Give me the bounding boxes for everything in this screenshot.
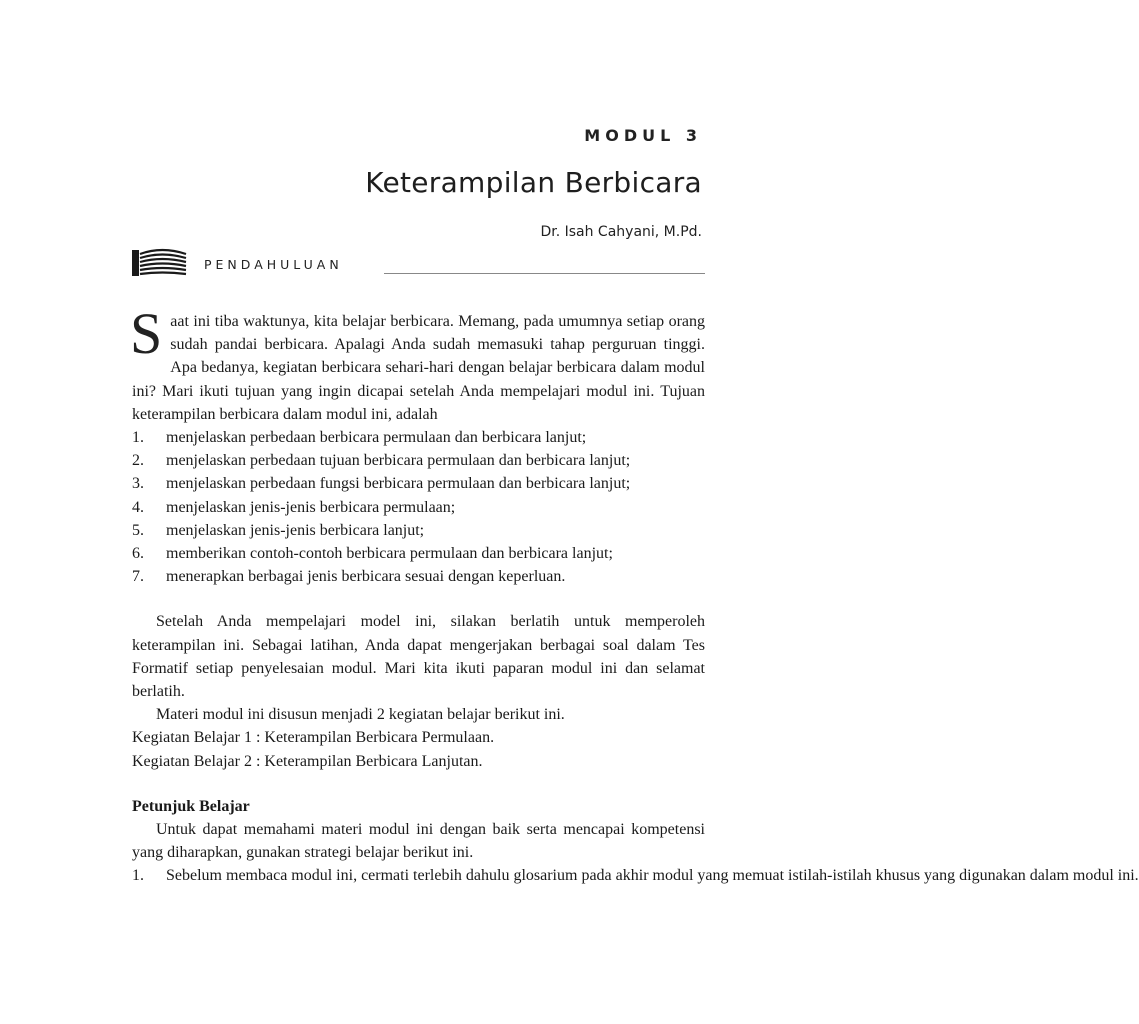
module-title: Keterampilan Berbicara — [365, 166, 702, 199]
intro-text: aat ini tiba waktunya, kita belajar berbicara. Memang, pada umumnya setiap orang sudah pandai berbicara. Apalagi Anda sudah memasuki tahap perguruan tinggi. Apa bedanya, kegiatan berbicara sehari-hari dengan belajar berbicara dalam modul ini? Mari ikuti tujuan yang ingin dicapai setelah Anda mempelajari modul ini. Tujuan keterampilan berbicara dalam modul ini, adalah — [132, 313, 705, 423]
section-label: PENDAHULUAN — [204, 257, 343, 272]
list-text: menerapkan berbagai jenis berbicara sesuai dengan keperluan. — [166, 568, 566, 586]
list-number: 3. — [132, 475, 144, 493]
drop-cap: S — [130, 301, 163, 366]
list-text: menjelaskan perbedaan tujuan berbicara permulaan dan berbicara lanjut; — [166, 452, 631, 470]
list-text: menjelaskan jenis-jenis berbicara lanjut; — [166, 521, 425, 539]
list-item — [132, 496, 705, 519]
author-name: Dr. Isah Cahyani, M.Pd. — [540, 224, 702, 240]
book-pages-icon — [132, 248, 188, 278]
list-text: memberikan contoh-contoh berbicara permulaan dan berbicara lanjut; — [166, 545, 613, 563]
list-item — [132, 864, 1139, 887]
section-rule — [384, 273, 705, 274]
structure-paragraph: Materi modul ini disusun menjadi 2 kegiatan belajar berikut ini. — [156, 706, 565, 724]
list-number: 1. — [132, 867, 144, 885]
list-number: 2. — [132, 452, 144, 470]
list-item — [132, 542, 705, 565]
list-text: Sebelum membaca modul ini, cermati terlebih dahulu glosarium pada akhir modul yang memuat istilah-istilah khusus yang digunakan dalam modul ini. — [166, 867, 1139, 885]
list-text: menjelaskan perbedaan berbicara permulaan dan berbicara lanjut; — [166, 429, 587, 447]
intro-paragraph — [130, 301, 705, 426]
learning-activity-2: Kegiatan Belajar 2 : Keterampilan Berbicara Lanjutan. — [132, 752, 483, 770]
list-item — [132, 449, 705, 472]
list-item — [132, 519, 705, 542]
body-text — [130, 301, 1139, 888]
study-guide-list — [132, 864, 1139, 887]
list-number: 4. — [132, 498, 144, 516]
section-heading — [132, 248, 705, 278]
learning-activity-1: Kegiatan Belajar 1 : Keterampilan Berbicara Permulaan. — [132, 729, 495, 747]
list-text: menjelaskan perbedaan fungsi berbicara permulaan dan berbicara lanjut; — [166, 475, 631, 493]
list-number: 5. — [132, 521, 144, 539]
list-item — [132, 472, 705, 495]
list-item — [132, 426, 705, 449]
practice-paragraph: Setelah Anda mempelajari model ini, silakan berlatih untuk memperoleh keterampilan ini. Sebagai latihan, Anda dapat mengerjakan berbagai soal dalam Tes Formatif setiap penyelesaian modul. Mari kita ikuti paparan modul ini dan selamat berlatih. — [132, 613, 705, 701]
list-item — [132, 565, 705, 588]
list-number: 6. — [132, 545, 144, 563]
study-guide-paragraph: Untuk dapat memahami materi modul ini dengan baik serta mencapai kompetensi yang diharapkan, gunakan strategi belajar berikut ini. — [132, 821, 705, 862]
list-text: menjelaskan jenis-jenis berbicara permulaan; — [166, 498, 456, 516]
objectives-list — [132, 426, 705, 588]
list-number: 7. — [132, 568, 144, 586]
list-number: 1. — [132, 429, 144, 447]
module-label: MODUL 3 — [584, 126, 702, 145]
study-guide-heading: Petunjuk Belajar — [132, 797, 250, 815]
